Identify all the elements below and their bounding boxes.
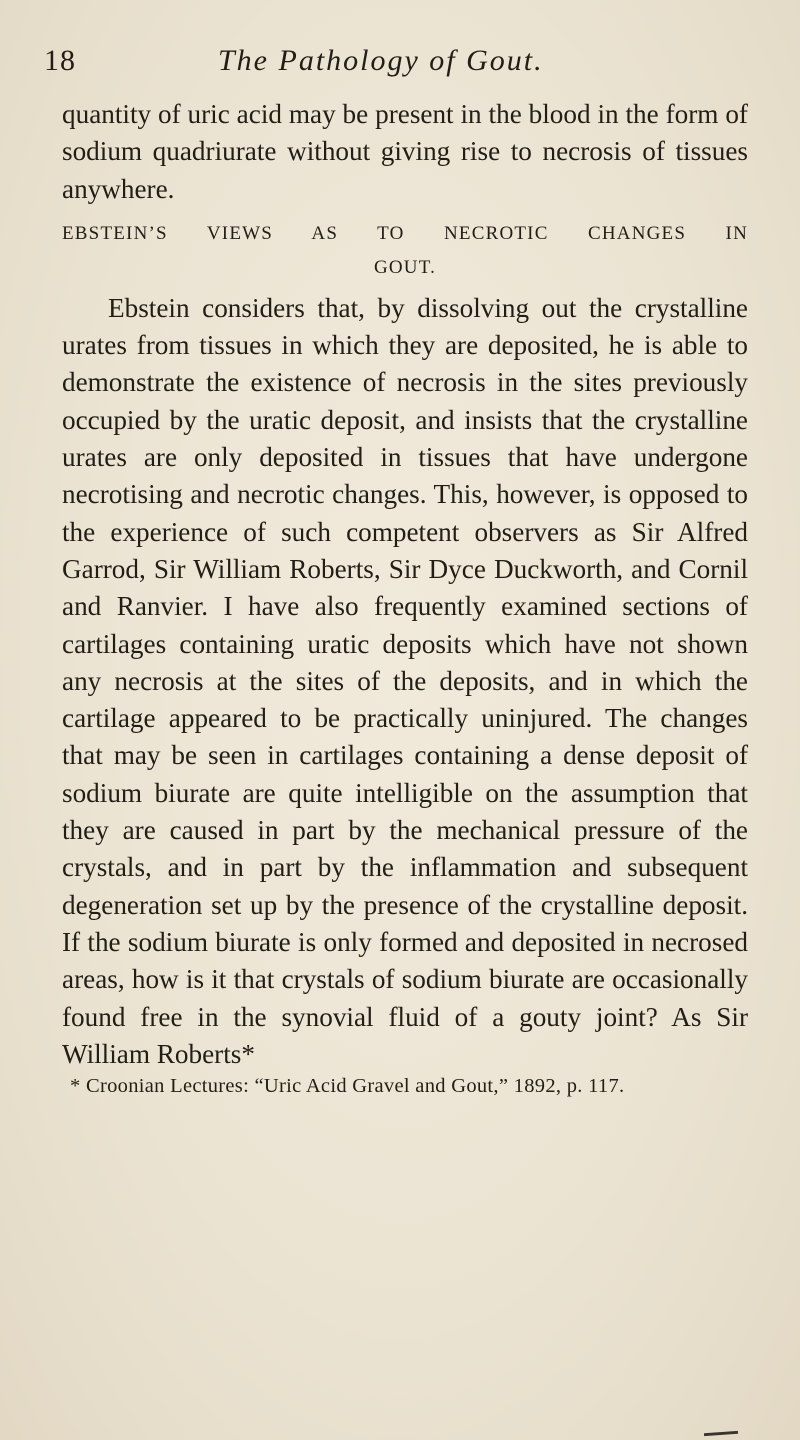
running-head: [34, 34, 766, 84]
body-text: [62, 96, 748, 1099]
footnote: [62, 1073, 748, 1099]
continuation-paragraph: quantity of uric acid may be present in the blood in the form of sodium quadriurate without giving rise to necrosis of tissues anywhere.: [62, 99, 748, 204]
page-number: 18: [44, 44, 76, 77]
section-heading-line-1: EBSTEIN’S VIEWS AS TO NECROTIC CHANGES IN: [62, 222, 748, 244]
footnote-text: Croonian Lectures: “Uric Acid Gravel and Gout,” 1892, p. 117.: [86, 1075, 625, 1098]
page-edge-mark: [704, 1431, 738, 1436]
body-paragraph: Ebstein considers that, by dissolving out the crystalline urates from tissues in which they are deposited, he is able to demonstrate the existence of necrosis in the sites previously occupied by the uratic deposit, and insists that the crystalline urates are only deposited in tissues that have undergone necrotising and necrotic changes. This, however, is opposed to the experience of such competent observers as Sir Alfred Garrod, Sir William Roberts, Sir Dyce Duckworth, and Cornil and Ranvier. I have also frequently examined sections of cartilages containing uratic deposits which have not shown any necrosis at the sites of the deposits, and in which the cartilage appeared to be practically uninjured. The changes that may be seen in cartilages containing a dense deposit of sodium biurate are quite intelligible on the assumption that they are caused in part by the mechanical pressure of the crystals, and in part by the inflammation and subsequent degeneration set up by the presence of the crystalline deposit. If the sodium biurate is only formed and deposited in necrosed areas, how is it that crystals of sodium biurate are occasionally found free in the synovial fluid of a gouty joint? As Sir William Roberts*: [62, 292, 748, 1069]
footnote-marker: *: [70, 1075, 81, 1098]
section-heading: [62, 218, 748, 284]
section-heading-line-2: GOUT.: [373, 256, 437, 278]
running-title: The Pathology of Gout.: [218, 44, 544, 77]
